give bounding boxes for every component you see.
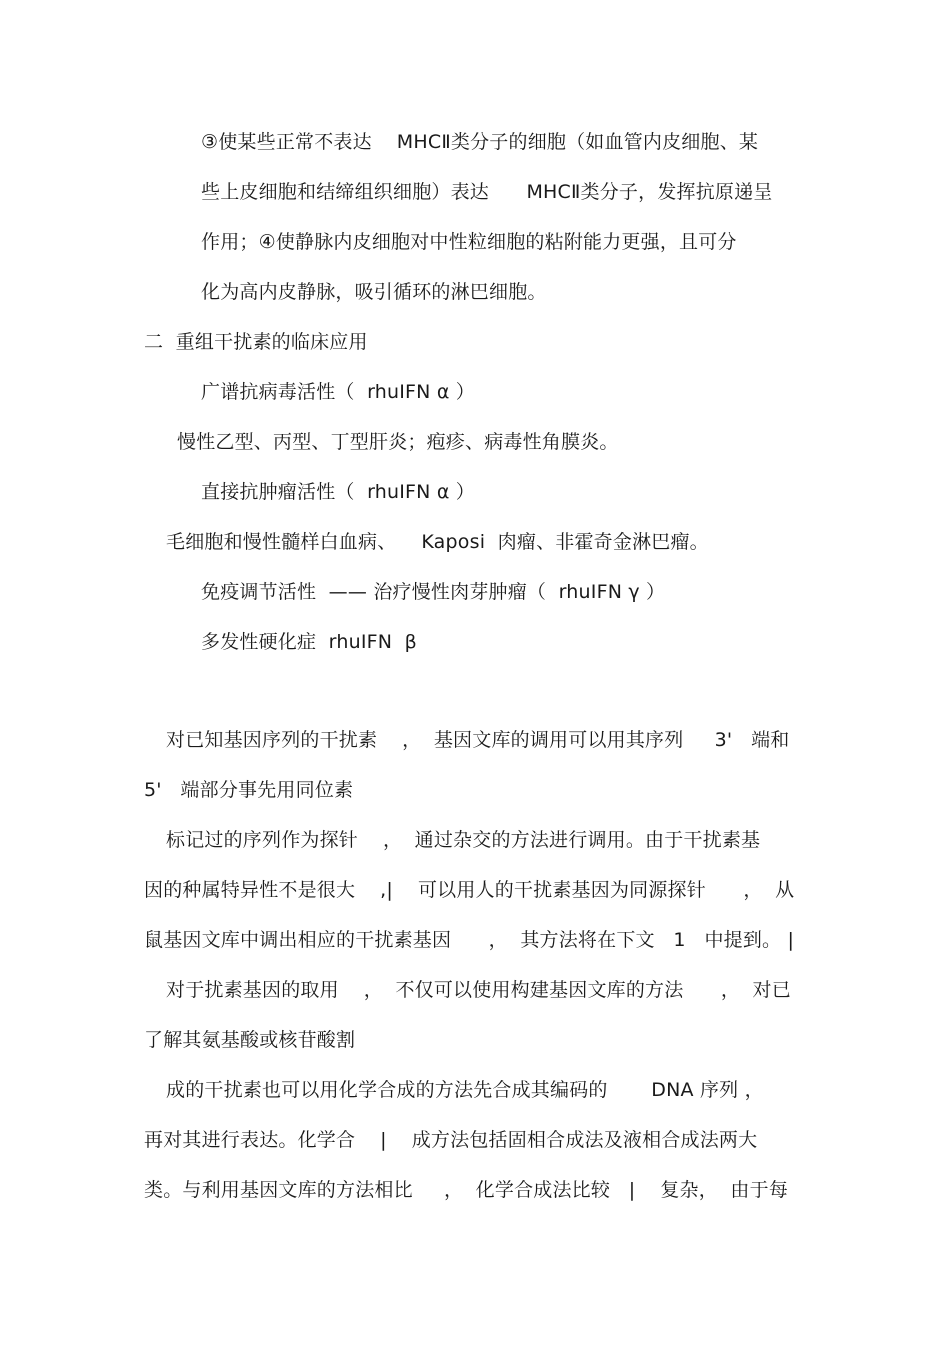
text-line: 慢性乙型、丙型、丁型肝炎；疱疹、病毒性角膜炎。 <box>177 431 619 453</box>
text-line: 对已知基因序列的干扰素 ， 基因文库的调用可以用其序列 3' 端和 <box>166 729 790 751</box>
text-line: 些上皮细胞和结缔组织细胞）表达 MHCⅡ类分子，发挥抗原递呈 <box>201 181 773 203</box>
text-line: 鼠基因文库中调出相应的干扰素基因 ， 其方法将在下文 1 中提到。 | <box>144 929 795 951</box>
text-line: 成的干扰素也可以用化学合成的方法先合成其编码的 DNA 序列 ， <box>166 1079 764 1101</box>
text-line: 5' 端部分事先用同位素 <box>144 779 354 801</box>
text-line: 作用；④使静脉内皮细胞对中性粒细胞的粘附能力更强，且可分 <box>201 231 737 253</box>
section-heading: 二 重组干扰素的临床应用 <box>144 331 368 353</box>
text-line: 免疫调节活性 —— 治疗慢性肉芽肿瘤（ rhuIFN γ ） <box>201 581 666 603</box>
text-line: 了解其氨基酸或核苷酸割 <box>144 1029 356 1051</box>
text-line: 毛细胞和慢性髓样白血病、 Kaposi 肉瘤、非霍奇金淋巴瘤。 <box>166 531 709 553</box>
text-line: 因的种属特异性不是很大 ,| 可以用人的干扰素基因为同源探针 ， 从 <box>144 879 795 901</box>
text-line: ③使某些正常不表达 MHCⅡ类分子的细胞（如血管内皮细胞、某 <box>201 131 759 153</box>
text-line: 标记过的序列作为探针 ， 通过杂交的方法进行调用。由于干扰素基 <box>166 829 761 851</box>
text-line: 化为高内皮静脉，吸引循环的淋巴细胞。 <box>201 281 547 303</box>
text-line: 类。与利用基因文库的方法相比 ， 化学合成法比较 | 复杂， 由于每 <box>144 1179 789 1201</box>
text-line: 直接抗肿瘤活性（ rhuIFN α ） <box>201 481 475 503</box>
text-line: 多发性硬化症 rhuIFN β <box>201 631 417 653</box>
text-line: 再对其进行表达。化学合 | 成方法包括固相合成法及液相合成法两大 <box>144 1129 758 1151</box>
text-line: 对于扰素基因的取用 ， 不仅可以使用构建基因文库的方法 ， 对已 <box>166 979 791 1001</box>
text-line: 广谱抗病毒活性（ rhuIFN α ） <box>201 381 475 403</box>
